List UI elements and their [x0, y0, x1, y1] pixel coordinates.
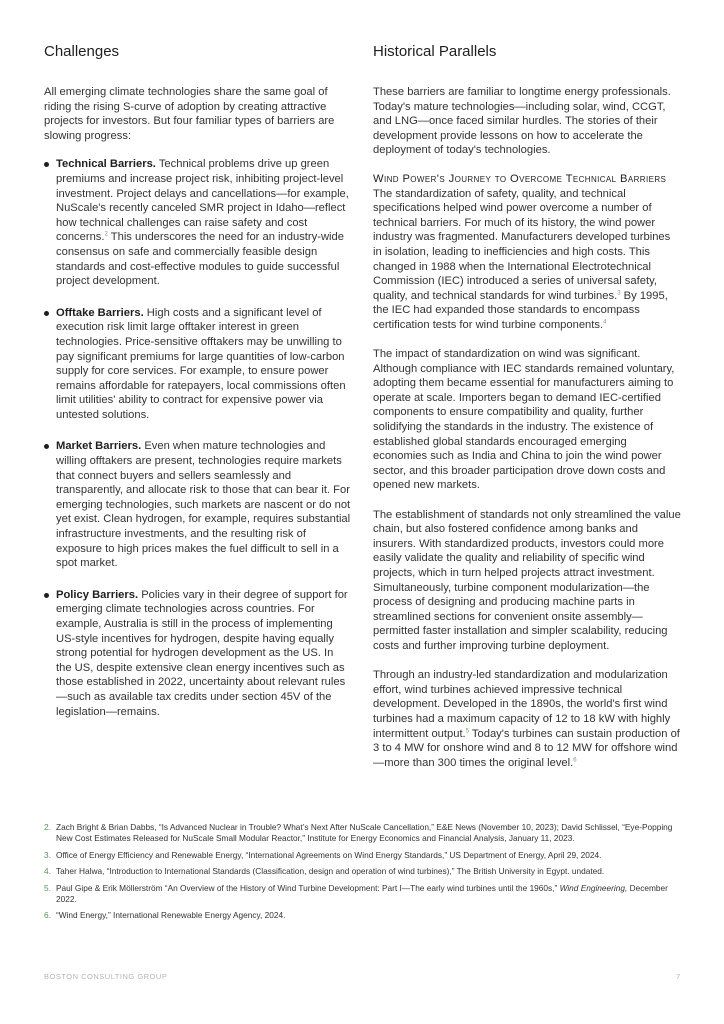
footnote-item	[44, 883, 684, 906]
footnote-text: “Wind Energy,” International Renewable Energy Agency, 2024.	[56, 910, 286, 921]
barrier-text: High costs and a significant level of execution risk limit large offtaker interest in green technologies. Price-sensitive offtakers may be unwilling to pay significant premiums for large quantities of low-carbon supply for core services. For example, to ensure power remains affordable for ratepayers, local commissions often limit utilities' ability to contract for expensive power via untested solutions.	[56, 306, 346, 421]
policy-barriers-item	[44, 588, 351, 719]
footnote-text	[56, 883, 684, 906]
footnote-ref[interactable]: 6	[573, 756, 577, 763]
footer-org: BOSTON CONSULTING GROUP	[44, 972, 168, 981]
challenges-intro: All emerging climate technologies share the same goal of riding the rising S-curve of adoption by creating attractive projects for investors. But four familiar types of barriers are slowing progress:	[44, 86, 335, 142]
footnote-text: Office of Energy Efficiency and Renewable Energy, “International Agreements on Wind Energy Standards,” US Department of Energy, April 29, 2024.	[56, 849, 602, 860]
barrier-title: Policy Barriers.	[56, 588, 139, 601]
footnote-number: 4.	[44, 866, 51, 877]
paragraph-text: Today's turbines can sustain production of 3 to 4 MW for onshore wind and 8 to 12 MW for offshore wind—more than 300 times the original level.	[373, 727, 680, 769]
wind-paragraph-4	[373, 668, 681, 770]
footnotes	[44, 822, 684, 927]
page-number: 7	[676, 972, 681, 981]
wind-paragraph-3: The establishment of standards not only streamlined the value chain, but also fostered confidence among banks and insurers. With standardized products, investors could more easily validate the quality and reliability of specific wind projects, which in turn helped projects attract investment. Simultaneously, turbine component modularization—the process of designing and producing machine parts in streamlined sections for convenient onsite assembly—permitted faster installation and simpler scalability, reducing costs and further improving turbine deployment.	[373, 508, 681, 652]
technical-barriers-item	[44, 157, 351, 288]
barrier-title: Market Barriers.	[56, 440, 142, 453]
footnote-item	[44, 866, 684, 877]
right-column	[373, 40, 681, 785]
footnote-number: 5.	[44, 882, 51, 893]
paragraph-text: The standardization of safety, quality, and technical specifications helped wind power overcome a number of technical barriers. For much of its history, the wind power industry was fragmented. Manufacturers developed turbines in isolation, leading to inefficiencies and high costs. This changed in 1988 when the International Electrotechnical Commission (IEC) introduced a series of universal safety, quality, and technical standards for wind turbines.	[373, 187, 671, 302]
footnote-number: 6.	[44, 910, 51, 921]
footnote-item	[44, 822, 684, 845]
footnote-text: Zach Bright & Brian Dabbs, “Is Advanced Nuclear in Trouble? What’s Next After NuScale Cancellation,” E&E News (November 10, 2023); David Schlissel, “Eye-Popping New Cost Estimates Released for NuScale Small Modular Reactor,” Institute for Energy Economics and Financial Analysis, January 11, 2023.	[56, 822, 673, 844]
barrier-text: Policies vary in their degree of support for emerging climate technologies across countries. For example, Australia is still in the process of implementing US-style incentives for hydrogen, despite having equally strong potential for hydrogen development as the US. In the US, despite extensive clean energy incentives such as those established in 2022, uncertainty about relevant rules—such as available tax credits under section 45V of the legislation—remains.	[56, 588, 348, 718]
footnote-ref[interactable]: 5	[465, 727, 470, 734]
barrier-text: Technical problems drive up green premiums and increase project risk, inhibiting project-level investment. Project delays and cancellations—for example, NuScale's recently canceled SMR project in Idaho—reflect how technical challenges can raise safety and cost concerns.	[56, 158, 349, 244]
historical-intro: These barriers are familiar to longtime energy professionals. Today's mature technologies—including solar, wind, CCGT, and LNG—once faced similar hurdles. The stories of their development provide lessons on how to accelerate the deployment of today's technologies.	[373, 86, 671, 157]
footnote-number: 3.	[44, 849, 51, 860]
barrier-title: Technical Barriers.	[56, 158, 156, 171]
historical-parallels-heading: Historical Parallels	[373, 43, 497, 60]
barrier-text: Even when mature technologies and willing offtakers are present, technologies require markets that connect buyers and sellers seamlessly and transparently, and allocate risk to those that can bear it. For emerging technologies, such markets are nascent or do not yet exist. Clean hydrogen, for example, requires substantial infrastructure investments, and the resulting risk of exposure to high prices makes the fuel difficult to sell in a spot market.	[56, 440, 351, 570]
footnote-item	[44, 850, 684, 861]
footnote-date: December 2022.	[56, 882, 668, 905]
footnote-ref[interactable]: 3	[617, 289, 621, 296]
wind-paragraph-2: The impact of standardization on wind was significant. Although compliance with IEC standards remained voluntary, adopting them became essential for manufacturers aiming to operate at scale. Importers began to demand IEC-certified components to ensure compatibility and quality, further solidifying the standards in the industry. The existence of established global standards encouraged emerging economies such as India and China to join the wind power sector, and this broader participation drove down costs and opened new markets.	[373, 348, 675, 492]
paragraph-text: By 1995, the IEC had expanded those standards to encompass certification tests for wind turbine components.	[373, 289, 668, 331]
footnote-ref[interactable]: 2	[104, 231, 108, 238]
footnote-item	[44, 910, 684, 921]
footnote-number: 2.	[44, 822, 51, 832]
barriers-list	[44, 157, 351, 719]
left-column	[44, 40, 351, 736]
challenges-heading: Challenges	[44, 43, 120, 60]
footnote-text-main: Paul Gipe & Erik Möllerström “An Overview of the History of Wind Turbine Development: Part I—The early wind turbines until the 1960s,”	[56, 882, 558, 893]
footnote-journal: Wind Engineering,	[559, 882, 628, 893]
footnote-ref[interactable]: 4	[603, 319, 607, 326]
footnote-text: Taher Halwa, “Introduction to International Standards (Classification, design and operation of wind turbines),” The British University in Egypt. undated.	[56, 866, 605, 877]
wind-paragraph-1	[373, 187, 681, 333]
wind-power-subheading: Wind Power's Journey to Overcome Technical Barriers	[373, 172, 667, 185]
barrier-text-cont: This underscores the need for an industry-wide consensus on safe and commercially feasible design standards and cost-effective modules to guide successful project development.	[56, 231, 344, 288]
market-barriers-item	[44, 439, 351, 570]
offtake-barriers-item	[44, 306, 351, 423]
barrier-title: Offtake Barriers.	[56, 306, 144, 319]
paragraph-text: Through an industry-led standardization and modularization effort, wind turbines achieved impressive technical development. Developed in the 1890s, the world's first wind turbines had a maximum capacity of 12 to 18 kW with highly intermittent output.	[373, 669, 671, 740]
